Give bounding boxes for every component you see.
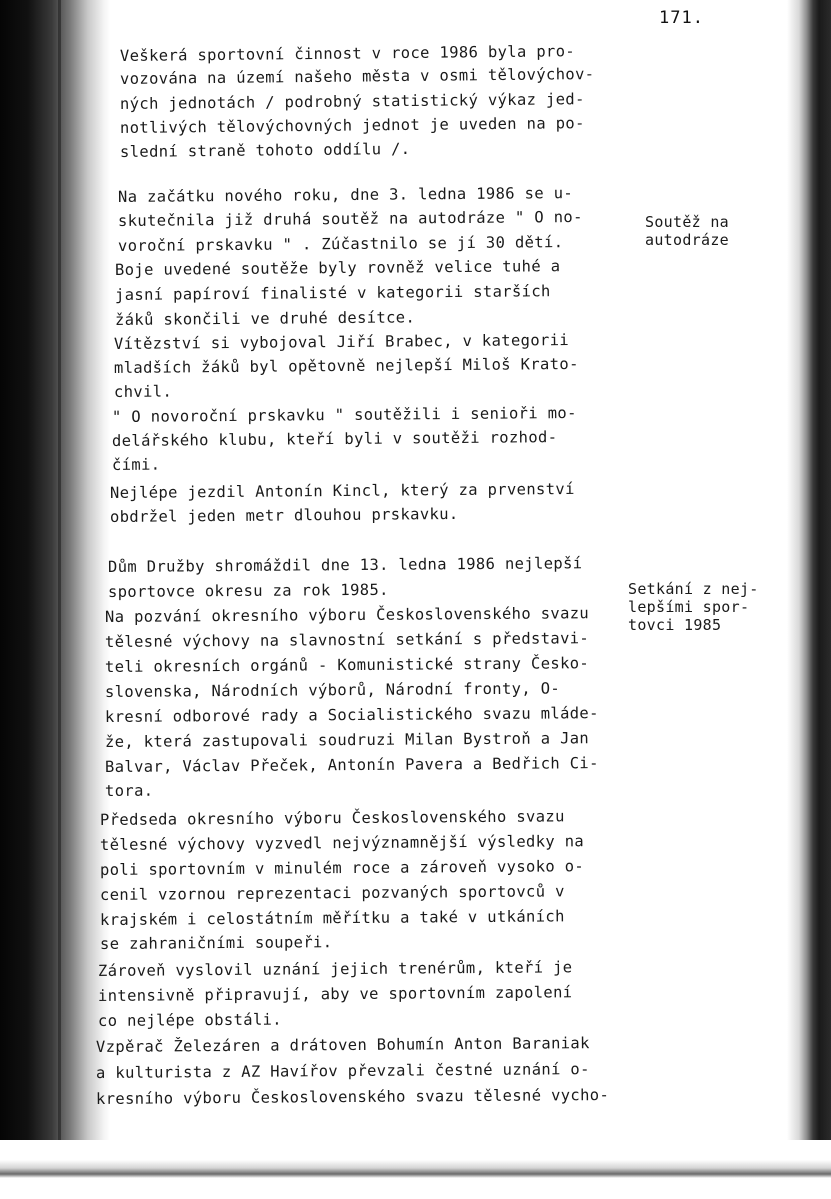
text-line: a kulturista z AZ Havířov převzali čestné uznání o- <box>95 1060 590 1082</box>
text-line: slední straně tohoto oddílu /. <box>119 139 411 161</box>
text-line: cenil vzornou reprezentaci pozvaných sportovců v <box>99 882 565 904</box>
margin-note-line: Setkání z nej- <box>628 580 759 598</box>
text-line: Nejlépe jezdil Antonín Kincl, který za prvenství <box>109 479 575 502</box>
text-line: krajském i celostátním měřítku a také v utkáních <box>99 907 565 929</box>
text-line: vozována na území našeho města v osmi tělovýchov- <box>119 65 595 88</box>
text-line: chvil. <box>113 382 173 401</box>
text-line: tělesné výchovy vyzvedl nejvýznamnější výsledky na <box>99 832 585 854</box>
text-line: delářského klubu, kteří byli v soutěži rozhod- <box>111 428 558 450</box>
text-line: skutečnila již druhá soutěž na autodráze " O no- <box>117 207 583 230</box>
text-line: voroční prskavku " . Zúčastnilo se jí 30 dětí. <box>117 233 564 255</box>
page-bottom-edge <box>0 1140 831 1199</box>
text-line: sportovce okresu za rok 1985. <box>107 580 389 601</box>
text-line: Vzpěrač Železáren a drátoven Bohumín Anton Baraniak <box>95 1034 590 1056</box>
text-line: Veškerá sportovní činnost v roce 1986 byla pro- <box>119 42 576 65</box>
text-line: čími. <box>111 455 161 474</box>
text-line: mladších žáků byl opětovně nejlepší Miloš Krato- <box>113 354 579 377</box>
text-line: notlivých tělovýchovných jednot je uveden na po- <box>119 114 585 137</box>
margin-note-line: tovci 1985 <box>628 616 722 634</box>
text-line: kresní odborové rady a Socialistického svazu mláde- <box>104 704 599 726</box>
text-line: Balvar, Václav Přeček, Antonín Pavera a Bedřich Ci- <box>104 754 599 776</box>
text-line: tora. <box>104 781 154 800</box>
text-line: slovenska, Národních výborů, Národní fronty, O- <box>104 679 561 701</box>
text-line: Vítězství si vybojoval Jiří Brabec, v kategorii <box>113 331 570 353</box>
text-line: Dům Družby shromáždil dne 13. ledna 1986 nejlepší <box>107 554 583 576</box>
text-line: tělesné výchovy na slavnostní setkání s představi- <box>104 629 590 651</box>
text-line: Boje uvedené soutěže byly rovněž velice tuhé a <box>114 257 561 279</box>
text-line: Na začátku nového roku, dne 3. ledna 1986 se u- <box>117 184 574 206</box>
text-line: obdržel jeden metr dlouhou prskavku. <box>109 504 459 526</box>
book-binding-shadow <box>0 0 110 1199</box>
text-line: teli okresních orgánů - Komunistické strany Česko- <box>104 654 590 676</box>
text-line: Na pozvání okresního výboru Československého svazu <box>104 604 590 626</box>
page-edge-shadow <box>787 0 831 1170</box>
text-line: ných jednotách / podrobný statistický výkaz jed- <box>119 90 585 113</box>
margin-note-line: lepšími spor- <box>628 598 750 616</box>
text-line: se zahraničními soupeři. <box>99 933 333 953</box>
text-line: kresního výboru Československého svazu tělesné vycho- <box>95 1085 610 1108</box>
margin-note-line: autodráze <box>645 231 729 249</box>
text-line: intensivně připravují, aby ve sportovním zapolení <box>97 983 573 1005</box>
page-number: 171. <box>659 8 704 28</box>
text-line: Předseda okresního výboru Československého svazu <box>99 807 565 829</box>
text-line: Zároveň vyslovil uznání jejich trenérům, kteří je <box>97 958 573 980</box>
text-line: jasní papíroví finalisté v kategorii starších <box>114 282 551 304</box>
text-line: žáků skončili ve druhé desítce. <box>114 308 416 329</box>
binding-crease <box>58 0 61 1199</box>
text-line: " O novoroční prskavku " soutěžili i senioři mo- <box>111 403 577 426</box>
margin-note-line: Soutěž na <box>645 213 729 231</box>
text-line: co nejlépe obstáli. <box>97 1010 283 1030</box>
text-line: poli sportovním v minulém roce a zároveň vysoko o- <box>99 857 585 879</box>
text-line: že, která zastupovali soudruzi Milan Bystroň a Jan <box>104 729 590 751</box>
